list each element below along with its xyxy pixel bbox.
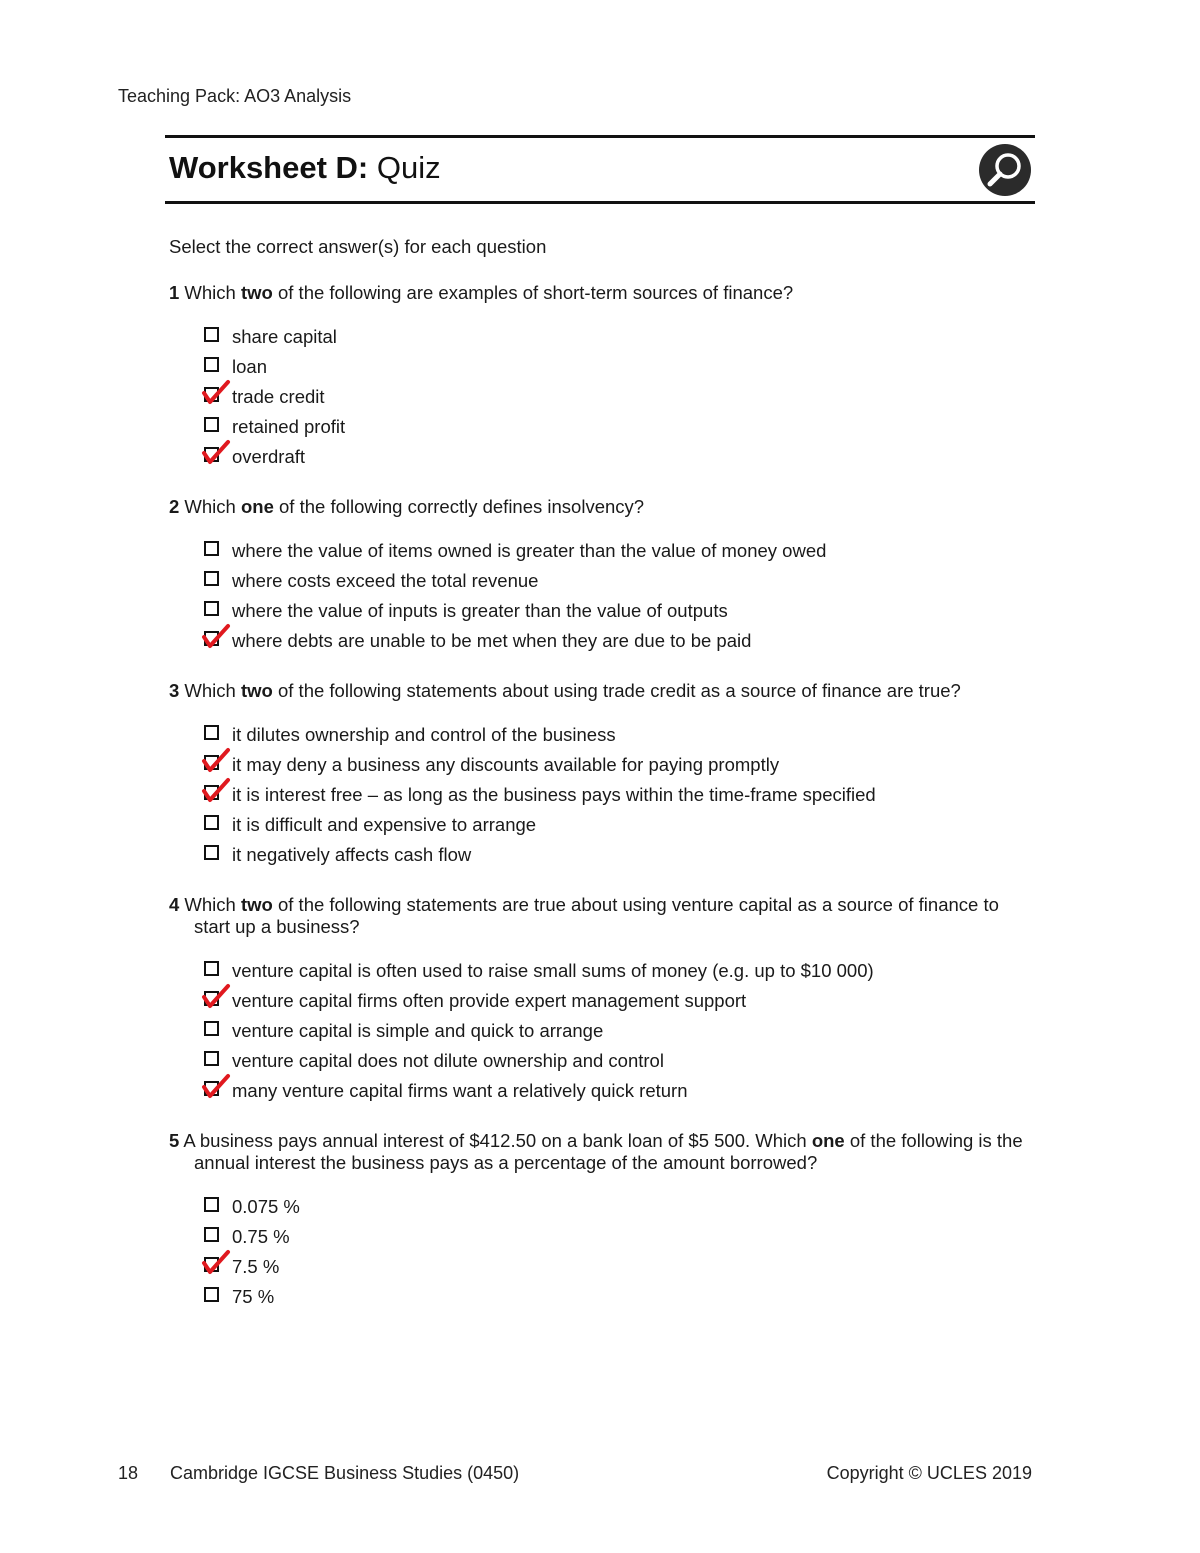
question-list bbox=[169, 282, 1035, 1312]
quiz bbox=[169, 236, 1035, 1312]
answer-checkbox[interactable] bbox=[204, 447, 219, 462]
question-number: 1 bbox=[169, 282, 180, 303]
question-text-post: of the following correctly defines insolvency? bbox=[273, 496, 645, 517]
page-title-rest: Quiz bbox=[368, 150, 441, 185]
answer-checkbox[interactable] bbox=[204, 417, 219, 432]
question-2 bbox=[169, 496, 1035, 656]
checkmark-icon bbox=[202, 1075, 230, 1099]
answer-label: venture capital is often used to raise small sums of money (e.g. up to $10 000) bbox=[232, 960, 874, 981]
checkmark-icon bbox=[202, 625, 230, 649]
answer-label: trade credit bbox=[232, 386, 325, 407]
question-text-pre: Which bbox=[179, 496, 241, 517]
question-text bbox=[169, 894, 1035, 938]
answer-checkbox[interactable] bbox=[204, 845, 219, 860]
page-title bbox=[169, 150, 441, 186]
answer-checkbox[interactable] bbox=[204, 961, 219, 976]
page-number: 18 bbox=[118, 1463, 139, 1483]
question-number: 4 bbox=[169, 894, 180, 915]
answer-option bbox=[204, 720, 1035, 750]
answer-label: 75 % bbox=[232, 1286, 275, 1307]
answer-label: it is interest free – as long as the business pays within the time-frame specified bbox=[232, 784, 876, 805]
answer-option bbox=[204, 750, 1035, 780]
answer-label: share capital bbox=[232, 326, 337, 347]
answer-option bbox=[204, 810, 1035, 840]
question-text-pre: A business pays annual interest of $412.50 on a bank loan of $5 500. Which bbox=[179, 1130, 812, 1151]
answer-option bbox=[204, 1252, 1035, 1282]
answer-label: it dilutes ownership and control of the business bbox=[232, 724, 616, 745]
answer-label: 0.075 % bbox=[232, 1196, 300, 1217]
answer-option bbox=[204, 1222, 1035, 1252]
answer-label: where costs exceed the total revenue bbox=[232, 570, 539, 591]
question-1 bbox=[169, 282, 1035, 472]
title-rule-bottom bbox=[165, 201, 1035, 204]
answer-checkbox[interactable] bbox=[204, 387, 219, 402]
answer-checkbox[interactable] bbox=[204, 1197, 219, 1212]
answer-options bbox=[169, 322, 1035, 472]
answer-checkbox[interactable] bbox=[204, 1081, 219, 1096]
question-5 bbox=[169, 1130, 1035, 1312]
question-text-post: of the following are examples of short-term sources of finance? bbox=[272, 282, 794, 303]
question-number: 3 bbox=[169, 680, 180, 701]
checkmark-icon bbox=[202, 749, 230, 773]
answer-label: retained profit bbox=[232, 416, 346, 437]
question-text bbox=[169, 282, 1035, 304]
answer-option bbox=[204, 780, 1035, 810]
instruction: Select the correct answer(s) for each question bbox=[169, 236, 547, 257]
answer-option bbox=[204, 986, 1035, 1016]
question-text-post: of the following statements about using trade credit as a source of finance are true? bbox=[272, 680, 961, 701]
answer-option bbox=[204, 382, 1035, 412]
answer-checkbox[interactable] bbox=[204, 785, 219, 800]
answer-option bbox=[204, 322, 1035, 352]
checkmark-icon bbox=[202, 779, 230, 803]
answer-label: venture capital is simple and quick to arrange bbox=[232, 1020, 604, 1041]
answer-option bbox=[204, 1046, 1035, 1076]
question-emphasis: two bbox=[240, 894, 273, 915]
answer-label: venture capital does not dilute ownership and control bbox=[232, 1050, 664, 1071]
answer-label: loan bbox=[232, 356, 267, 377]
answer-option bbox=[204, 1192, 1035, 1222]
checkmark-icon bbox=[202, 381, 230, 405]
answer-option bbox=[204, 840, 1035, 870]
answer-label: where the value of inputs is greater than the value of outputs bbox=[232, 600, 728, 621]
answer-label: venture capital firms often provide expert management support bbox=[232, 990, 747, 1011]
answer-option bbox=[204, 956, 1035, 986]
question-text-pre: Which bbox=[179, 282, 241, 303]
checkmark-icon bbox=[202, 1251, 230, 1275]
answer-option bbox=[204, 412, 1035, 442]
answer-checkbox[interactable] bbox=[204, 815, 219, 830]
answer-option bbox=[204, 596, 1035, 626]
question-emphasis: two bbox=[240, 282, 273, 303]
question-emphasis: two bbox=[240, 680, 273, 701]
answer-label: overdraft bbox=[232, 446, 306, 467]
page-title-bold: Worksheet D: bbox=[169, 150, 369, 185]
answer-checkbox[interactable] bbox=[204, 631, 219, 646]
copyright: Copyright © UCLES 2019 bbox=[826, 1463, 1032, 1483]
answer-options bbox=[169, 956, 1035, 1106]
checkmark-icon bbox=[202, 985, 230, 1009]
answer-checkbox[interactable] bbox=[204, 571, 219, 586]
question-3 bbox=[169, 680, 1035, 870]
answer-label: it may deny a business any discounts available for paying promptly bbox=[232, 754, 780, 775]
magnifier-icon bbox=[978, 143, 1032, 197]
question-text bbox=[169, 680, 1035, 702]
answer-checkbox[interactable] bbox=[204, 725, 219, 740]
question-4 bbox=[169, 894, 1035, 1106]
answer-checkbox[interactable] bbox=[204, 755, 219, 770]
answer-checkbox[interactable] bbox=[204, 1051, 219, 1066]
answer-option bbox=[204, 442, 1035, 472]
answer-option bbox=[204, 1282, 1035, 1312]
question-emphasis: one bbox=[240, 496, 274, 517]
answer-label: 0.75 % bbox=[232, 1226, 290, 1247]
answer-label: where the value of items owned is greater than the value of money owed bbox=[232, 540, 827, 561]
answer-checkbox[interactable] bbox=[204, 1021, 219, 1036]
answer-checkbox[interactable] bbox=[204, 541, 219, 556]
answer-checkbox[interactable] bbox=[204, 1287, 219, 1302]
answer-option bbox=[204, 626, 1035, 656]
answer-option bbox=[204, 1076, 1035, 1106]
answer-option bbox=[204, 352, 1035, 382]
question-text bbox=[169, 496, 1035, 518]
question-text bbox=[169, 1130, 1035, 1174]
title-rule-top bbox=[165, 135, 1035, 138]
answer-checkbox[interactable] bbox=[204, 991, 219, 1006]
answer-checkbox[interactable] bbox=[204, 357, 219, 372]
answer-checkbox[interactable] bbox=[204, 327, 219, 342]
question-number: 2 bbox=[169, 496, 180, 517]
question-text-pre: Which bbox=[179, 894, 241, 915]
answer-label: it negatively affects cash flow bbox=[232, 844, 472, 865]
answer-option bbox=[204, 566, 1035, 596]
course-name: Cambridge IGCSE Business Studies (0450) bbox=[170, 1463, 520, 1483]
answer-checkbox[interactable] bbox=[204, 1257, 219, 1272]
answer-label: where debts are unable to be met when they are due to be paid bbox=[232, 630, 752, 651]
answer-options bbox=[169, 536, 1035, 656]
answer-checkbox[interactable] bbox=[204, 601, 219, 616]
checkmark-icon bbox=[202, 441, 230, 465]
answer-options bbox=[169, 720, 1035, 870]
running-head: Teaching Pack: AO3 Analysis bbox=[118, 86, 352, 106]
answer-options bbox=[169, 1192, 1035, 1312]
answer-checkbox[interactable] bbox=[204, 1227, 219, 1242]
question-text-post: of the following statements are true about using venture capital as a source of finance to start up a business? bbox=[194, 894, 999, 937]
question-text-post: of the following is the annual interest the business pays as a percentage of the amount borrowed? bbox=[194, 1130, 1023, 1173]
answer-option bbox=[204, 1016, 1035, 1046]
answer-label: it is difficult and expensive to arrange bbox=[232, 814, 537, 835]
question-number: 5 bbox=[169, 1130, 180, 1151]
answer-label: many venture capital firms want a relatively quick return bbox=[232, 1080, 688, 1101]
question-emphasis: one bbox=[811, 1130, 845, 1151]
question-text-pre: Which bbox=[179, 680, 241, 701]
answer-label: 7.5 % bbox=[232, 1256, 280, 1277]
answer-option bbox=[204, 536, 1035, 566]
